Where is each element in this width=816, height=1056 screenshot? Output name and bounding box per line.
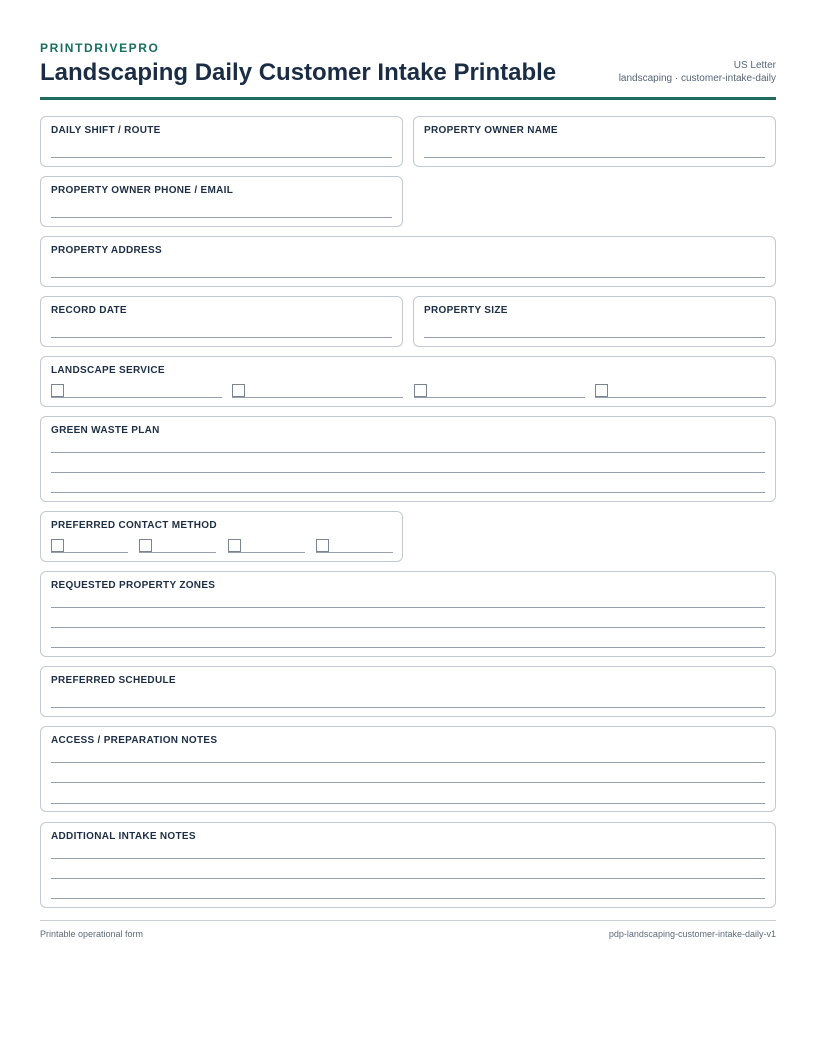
- preferred-contact-method-label: PREFERRED CONTACT METHOD: [51, 520, 217, 531]
- requested-property-zones-label: REQUESTED PROPERTY ZONES: [51, 580, 216, 591]
- write-line: [51, 452, 765, 453]
- write-line: [51, 627, 765, 628]
- form-identifier: pdp-landscaping-customer-intake-daily-v1: [608, 929, 776, 939]
- property-address-label: PROPERTY ADDRESS: [51, 245, 162, 256]
- write-line: [51, 782, 765, 783]
- property-owner-name-field[interactable]: [413, 116, 776, 167]
- option-write-line: [595, 397, 766, 398]
- checkbox-icon[interactable]: [228, 539, 241, 552]
- write-line: [51, 858, 765, 859]
- checkbox-icon[interactable]: [316, 539, 329, 552]
- write-line: [51, 277, 765, 278]
- header-divider: [40, 97, 776, 100]
- document-tags: landscaping · customer-intake-daily: [618, 73, 776, 84]
- record-date-field[interactable]: [40, 296, 403, 347]
- additional-intake-notes-label: ADDITIONAL INTAKE NOTES: [51, 831, 196, 842]
- option-write-line: [51, 552, 128, 553]
- green-waste-plan-label: GREEN WASTE PLAN: [51, 425, 160, 436]
- footer-description: Printable operational form: [40, 929, 144, 939]
- checkbox-icon[interactable]: [139, 539, 152, 552]
- landscape-service-field: [40, 356, 776, 407]
- contact-method-option-4[interactable]: [316, 539, 393, 553]
- footer-divider: [40, 920, 776, 921]
- green-waste-plan-field[interactable]: [40, 416, 776, 502]
- property-size-field[interactable]: [413, 296, 776, 347]
- landscape-service-label: LANDSCAPE SERVICE: [51, 365, 165, 376]
- preferred-schedule-label: PREFERRED SCHEDULE: [51, 675, 176, 686]
- write-line: [51, 803, 765, 804]
- option-write-line: [232, 397, 403, 398]
- landscape-service-option-3[interactable]: [414, 384, 585, 398]
- contact-method-option-3[interactable]: [228, 539, 305, 553]
- daily-shift-route-field[interactable]: [40, 116, 403, 167]
- daily-shift-route-label: DAILY SHIFT / ROUTE: [51, 125, 161, 136]
- option-write-line: [414, 397, 585, 398]
- contact-method-option-2[interactable]: [139, 539, 216, 553]
- landscape-service-option-2[interactable]: [232, 384, 403, 398]
- option-write-line: [139, 552, 216, 553]
- paper-size-label: US Letter: [733, 60, 776, 71]
- write-line: [51, 898, 765, 899]
- checkbox-icon[interactable]: [51, 539, 64, 552]
- write-line: [51, 492, 765, 493]
- requested-property-zones-field[interactable]: [40, 571, 776, 657]
- write-line: [51, 878, 765, 879]
- access-preparation-notes-label: ACCESS / PREPARATION NOTES: [51, 735, 218, 746]
- property-owner-name-label: PROPERTY OWNER NAME: [424, 125, 558, 136]
- checkbox-icon[interactable]: [414, 384, 427, 397]
- write-line: [51, 157, 392, 158]
- contact-method-option-1[interactable]: [51, 539, 128, 553]
- checkbox-icon[interactable]: [595, 384, 608, 397]
- write-line: [424, 157, 765, 158]
- write-line: [51, 217, 392, 218]
- write-line: [51, 647, 765, 648]
- write-line: [51, 707, 765, 708]
- option-write-line: [51, 397, 222, 398]
- option-write-line: [228, 552, 305, 553]
- property-address-field[interactable]: [40, 236, 776, 287]
- access-preparation-notes-field[interactable]: [40, 726, 776, 812]
- record-date-label: RECORD DATE: [51, 305, 127, 316]
- preferred-schedule-field[interactable]: [40, 666, 776, 717]
- write-line: [51, 337, 392, 338]
- preferred-contact-method-field: [40, 511, 403, 562]
- checkbox-icon[interactable]: [51, 384, 64, 397]
- property-size-label: PROPERTY SIZE: [424, 305, 508, 316]
- page-title: Landscaping Daily Customer Intake Printable: [40, 59, 557, 86]
- option-write-line: [316, 552, 393, 553]
- landscape-service-option-4[interactable]: [595, 384, 766, 398]
- property-owner-contact-field[interactable]: [40, 176, 403, 227]
- write-line: [424, 337, 765, 338]
- landscape-service-option-1[interactable]: [51, 384, 222, 398]
- write-line: [51, 762, 765, 763]
- brand-name: PRINTDRIVEPRO: [40, 41, 160, 55]
- write-line: [51, 472, 765, 473]
- property-owner-contact-label: PROPERTY OWNER PHONE / EMAIL: [51, 185, 234, 196]
- checkbox-icon[interactable]: [232, 384, 245, 397]
- write-line: [51, 607, 765, 608]
- additional-intake-notes-field[interactable]: [40, 822, 776, 908]
